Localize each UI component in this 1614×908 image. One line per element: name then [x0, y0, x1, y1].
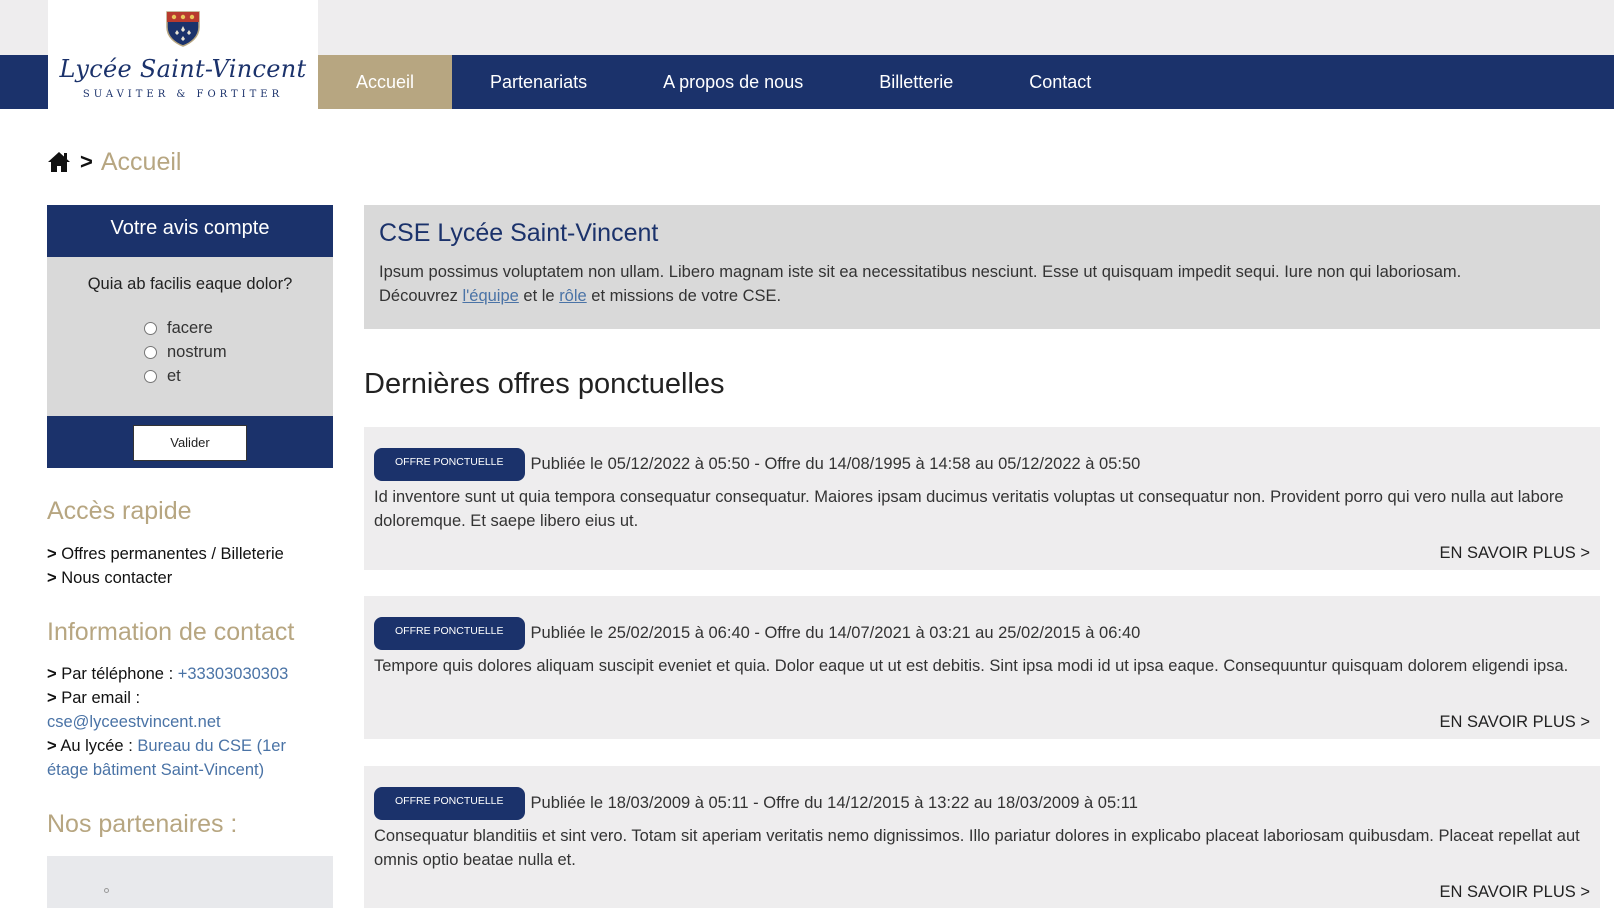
- intro-text-part: et missions de votre CSE.: [586, 287, 782, 305]
- intro-text-part: et le: [518, 287, 560, 305]
- quick-link-contact[interactable]: > Nous contacter: [47, 569, 173, 587]
- email-link[interactable]: cse@lyceestvincent.net: [47, 713, 221, 731]
- poll-option-label: et: [167, 366, 181, 385]
- quick-access-title: Accès rapide: [47, 497, 192, 525]
- offer-meta: Publiée le 25/02/2015 à 06:40 - Offre du 14/07/2021 à 03:21 au 25/02/2015 à 06:40: [530, 624, 1141, 642]
- location-label: Au lycée :: [60, 737, 133, 755]
- offers-section-title: Dernières offres ponctuelles: [364, 368, 725, 400]
- home-icon[interactable]: [48, 151, 70, 173]
- poll-option-label: facere: [167, 318, 213, 337]
- nav-a-propos[interactable]: A propos de nous: [663, 72, 804, 92]
- contact-email-line: > Par email :: [47, 689, 141, 707]
- poll-submit-button[interactable]: Valider: [133, 425, 247, 461]
- quick-link-label: Nous contacter: [61, 569, 173, 587]
- nav-accueil[interactable]: Accueil: [318, 55, 452, 109]
- intro-box: [364, 205, 1600, 329]
- intro-text-line: Ipsum possimus voluptatem non ullam. Libero magnam iste sit ea necessitatibus nesciunt. Esse ut quisquam impedit sequi. Iure non qui laboriosam.: [379, 263, 1462, 281]
- poll-body: [47, 257, 333, 416]
- poll-question: Quia ab facilis eaque dolor?: [87, 275, 293, 293]
- breadcrumb: [48, 145, 181, 179]
- nav-partenariats[interactable]: Partenariats: [490, 72, 588, 92]
- poll-option-label: nostrum: [167, 342, 227, 361]
- phone-label: Par téléphone :: [61, 665, 174, 683]
- contact-phone-line: > Par téléphone : +33303030303: [47, 665, 289, 683]
- offer-description: Tempore quis dolores aliquam suscipit eveniet et quia. Dolor eaque ut ut est debitis. Sint ipsa modi id ut ipsa eaque. Consequuntur quisquam dolorem eligendi ipsa.: [374, 657, 1569, 675]
- radio-button[interactable]: [144, 346, 157, 359]
- contact-title: Information de contact: [47, 618, 295, 646]
- poll-footer: [47, 416, 333, 468]
- poll-option[interactable]: [144, 340, 333, 364]
- location-link-cont[interactable]: étage bâtiment Saint-Vincent): [47, 761, 265, 779]
- offer-description: Consequatur blanditiis et sint vero. Totam sit aperiam veritatis nemo dignissimos. Illo pariatur dolores in explicabo placeat laboriosam quibusdam. Placeat repellat aut omnis optio beatae nulla et.: [374, 827, 1580, 869]
- poll-widget: [47, 205, 333, 468]
- breadcrumb-current: Accueil: [100, 147, 182, 176]
- intro-title: CSE Lycée Saint-Vincent: [379, 219, 659, 247]
- offer-badge: OFFRE PONCTUELLE: [374, 617, 525, 650]
- logo-motto: SUAVITER & FORTITER: [82, 89, 284, 100]
- offer-card: [364, 766, 1600, 908]
- quick-link-label: Offres permanentes / Billeterie: [61, 545, 284, 563]
- poll-options: [144, 316, 333, 388]
- intro-text-part: Découvrez: [379, 287, 463, 305]
- offer-description: Id inventore sunt ut quia tempora consequatur consequatur. Maiores ipsam ducimus veritatis voluptas ut consequatur non. Provident porro qui vero nulla aut labore doloremque. Et saepe libero eius ut.: [374, 488, 1564, 530]
- poll-option[interactable]: [144, 316, 333, 340]
- offer-more-link[interactable]: EN SAVOIR PLUS >: [1439, 544, 1590, 562]
- offer-meta: Publiée le 18/03/2009 à 05:11 - Offre du 14/12/2015 à 13:22 au 18/03/2009 à 05:11: [530, 794, 1138, 812]
- nav-billetterie[interactable]: Billetterie: [879, 72, 954, 92]
- email-label: Par email :: [61, 689, 141, 707]
- offer-card: [364, 596, 1600, 739]
- main-nav: [318, 55, 1129, 109]
- carousel-dot[interactable]: [104, 888, 109, 893]
- nav-contact[interactable]: Contact: [1029, 72, 1092, 92]
- partners-carousel[interactable]: [47, 856, 333, 908]
- location-link[interactable]: Bureau du CSE (1er: [137, 737, 286, 755]
- quick-link-offres[interactable]: > Offres permanentes / Billeterie: [47, 545, 284, 563]
- logo-title: Lycée Saint-Vincent: [59, 55, 307, 83]
- intro-text: [379, 260, 1585, 308]
- offer-badge: OFFRE PONCTUELLE: [374, 448, 525, 481]
- crest-icon: [164, 9, 202, 47]
- offer-badge: OFFRE PONCTUELLE: [374, 787, 525, 820]
- offer-meta: Publiée le 05/12/2022 à 05:50 - Offre du 14/08/1995 à 14:58 au 05/12/2022 à 05:50: [530, 455, 1141, 473]
- radio-button[interactable]: [144, 322, 157, 335]
- poll-title: Votre avis compte: [47, 205, 333, 257]
- poll-option[interactable]: [144, 364, 333, 388]
- offer-more-link[interactable]: EN SAVOIR PLUS >: [1439, 883, 1590, 901]
- offer-more-link[interactable]: EN SAVOIR PLUS >: [1439, 713, 1590, 731]
- site-logo[interactable]: [48, 0, 318, 109]
- offer-card: [364, 427, 1600, 570]
- radio-button[interactable]: [144, 370, 157, 383]
- phone-link[interactable]: +33303030303: [177, 665, 289, 683]
- partners-title: Nos partenaires :: [47, 810, 238, 838]
- breadcrumb-separator: >: [80, 149, 93, 174]
- team-link[interactable]: l'équipe: [462, 287, 519, 305]
- role-link[interactable]: rôle: [559, 287, 587, 305]
- contact-location-line: > Au lycée : Bureau du CSE (1er: [47, 737, 286, 755]
